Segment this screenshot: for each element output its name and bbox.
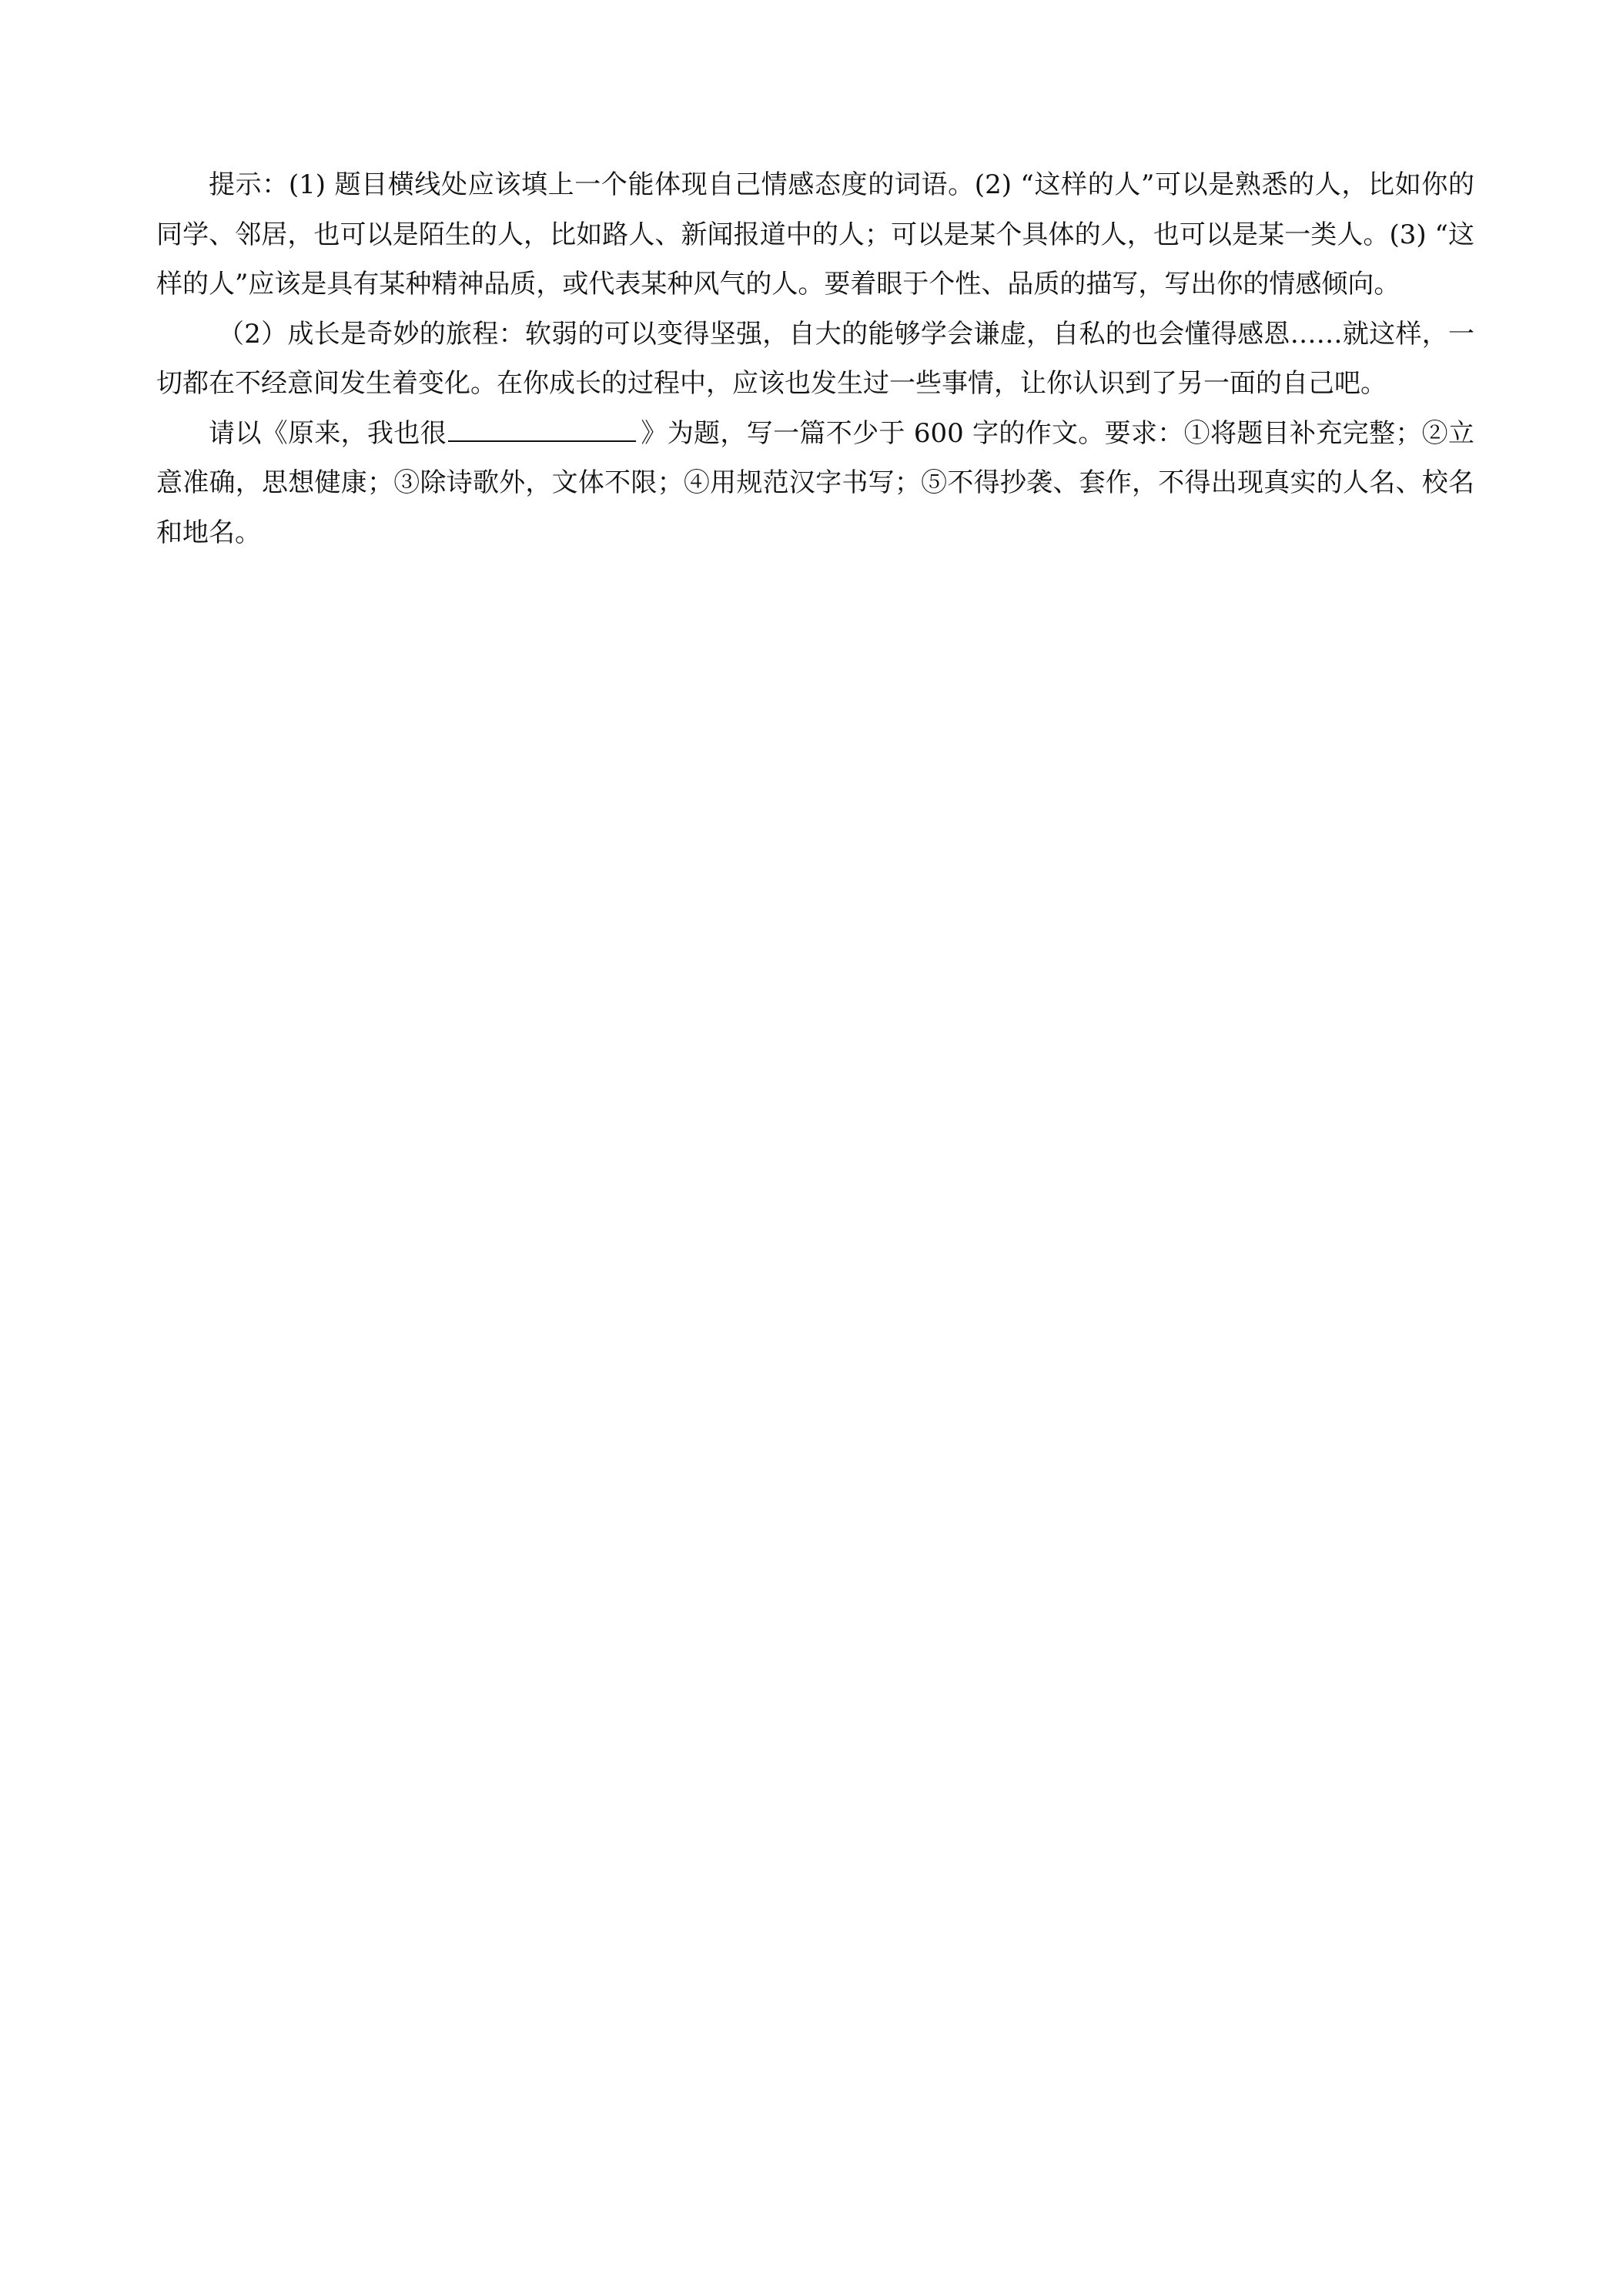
instruction-title-start: 请以《原来，我也很 (209, 417, 447, 449)
title-blank-line (448, 414, 636, 442)
hint-paragraph: 提示：(1) 题目横线处应该填上一个能体现自己情感态度的词语。(2) “这样的人”可以是熟悉的人，比如你的同学、邻居，也可以是陌生的人，比如路人、新闻报道中的人；可以是某个具体的人，也可以是某一类人。(3) “这样的人”应该是具有某种精神品质，或代表某种风气的人。要着眼于个性、品质的描写，写出你的情感倾向。 (156, 169, 1474, 300)
essay-prompt-text (156, 160, 1474, 557)
instruction-requirements: 》为题，写一篇不少于 600 字的作文。要求：①将题目补充完整；②立意准确，思想健康；③除诗歌外，文体不限；④用规范汉字书写；⑤不得抄袭、套作，不得出现真实的人名、校名和地名。 (156, 417, 1475, 548)
second-prompt-paragraph: （2）成长是奇妙的旅程：软弱的可以变得坚强，自大的能够学会谦虚，自私的也会懂得感恩……就这样，一切都在不经意间发生着变化。在你成长的过程中，应该也发生过一些事情，让你认识到了另一面的自己吧。 (156, 318, 1474, 399)
instruction-paragraph (156, 409, 1474, 558)
